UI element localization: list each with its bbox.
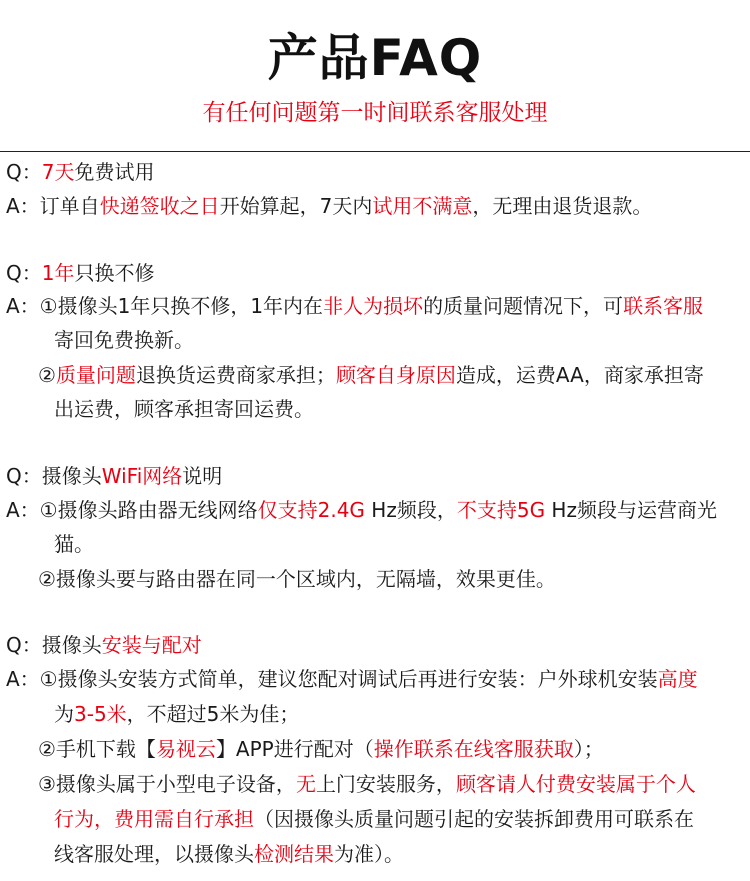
highlight-text: 无: [295, 772, 316, 796]
body-text: A：①摄像头路由器无线网络: [6, 498, 258, 522]
faq-answer-line: [38, 565, 556, 593]
body-text: 线客服处理，以摄像头: [54, 842, 254, 866]
page-subtitle: 有任何问题第一时间联系客服处理: [202, 100, 548, 126]
highlight-text: 安装与配对: [101, 633, 202, 657]
body-text: 造成，运费AA，商家承担寄: [455, 363, 704, 387]
highlight-text: 顾客自身原因: [335, 363, 456, 387]
body-text: 】APP进行配对（: [215, 737, 374, 761]
faq-answer-line: [6, 292, 703, 320]
highlight-text: 非人为损坏: [323, 294, 424, 318]
body-text: （因摄像头质量问题引起的安装拆卸费用可联系在: [254, 807, 694, 831]
faq-question: [6, 158, 154, 186]
faq-answer-line: [6, 496, 717, 524]
faq-answer-line: [38, 770, 696, 798]
body-text: Q：: [6, 160, 42, 184]
body-text: A：①摄像头1年只换不修，1年内在: [6, 294, 324, 318]
body-text: ②摄像头要与路由器在同一个区域内，无隔墙，效果更佳。: [38, 567, 556, 591]
body-text: ②: [38, 363, 56, 387]
highlight-text: 联系客服: [623, 294, 704, 318]
faq-answer-line: [54, 395, 314, 423]
highlight-text: 试用不满意: [372, 194, 473, 218]
faq-answer-line: [6, 665, 698, 693]
body-text: ③摄像头属于小型电子设备，: [38, 772, 296, 796]
body-text: A：订单自: [6, 194, 100, 218]
highlight-text: 7天: [41, 160, 75, 184]
faq-question: [6, 259, 154, 287]
highlight-text: 不支持5G: [456, 498, 546, 522]
faq-answer-line: [54, 700, 299, 728]
body-text: 的质量问题情况下，可: [423, 294, 624, 318]
faq-answer-line: [38, 735, 604, 763]
highlight-text: 行为，费用需自行承担: [54, 807, 254, 831]
body-text: 退换货运费商家承担；: [135, 363, 336, 387]
body-text: 寄回免费换新。: [54, 328, 194, 352]
page-title: 产品FAQ: [267, 29, 483, 87]
body-text: ②手机下载【: [38, 737, 156, 761]
faq-answer-line: [54, 326, 194, 354]
highlight-text: 操作联系在线客服获取: [373, 737, 574, 761]
body-text: ）；: [573, 737, 604, 761]
highlight-text: 易视云: [155, 737, 216, 761]
header-divider: [0, 151, 750, 152]
body-text: Q：: [6, 261, 42, 285]
body-text: Q：摄像头: [6, 464, 102, 488]
body-text: 开始算起，7天内: [219, 194, 373, 218]
highlight-text: 仅支持2.4G: [257, 498, 365, 522]
body-text: ，无理由退货退款。: [472, 194, 653, 218]
body-text: 免费试用: [74, 160, 155, 184]
body-text: 出运费，顾客承担寄回运费。: [54, 397, 314, 421]
highlight-text: 顾客请人付费安装属于个人: [455, 772, 696, 796]
body-text: Q：摄像头: [6, 633, 102, 657]
highlight-text: 检测结果: [254, 842, 334, 866]
body-text: 上门安装服务，: [315, 772, 456, 796]
faq-question: [6, 631, 202, 659]
faq-answer-line: [6, 192, 652, 220]
highlight-text: 质量问题: [55, 363, 136, 387]
body-text: A：①摄像头安装方式简单，建议您配对调试后再进行安装：户外球机安装: [6, 667, 658, 691]
faq-answer-line: [38, 361, 704, 389]
faq-answer-line: [54, 840, 404, 868]
body-text: 为: [54, 702, 74, 726]
highlight-text: 1年: [41, 261, 75, 285]
highlight-text: WiFi网络: [101, 464, 183, 488]
body-text: ，不超过5米为佳；: [126, 702, 300, 726]
body-text: 说明: [182, 464, 223, 488]
highlight-text: 快递签收之日: [99, 194, 220, 218]
faq-question: [6, 462, 222, 490]
body-text: Hz频段与运营商光: [545, 498, 717, 522]
faq-answer-line: [54, 530, 94, 558]
body-text: 只换不修: [74, 261, 155, 285]
highlight-text: 高度: [657, 667, 698, 691]
highlight-text: 3-5米: [74, 702, 127, 726]
body-text: Hz频段，: [364, 498, 457, 522]
faq-answer-line: [54, 805, 694, 833]
body-text: 为准）。: [334, 842, 404, 866]
body-text: 猫。: [54, 532, 94, 556]
